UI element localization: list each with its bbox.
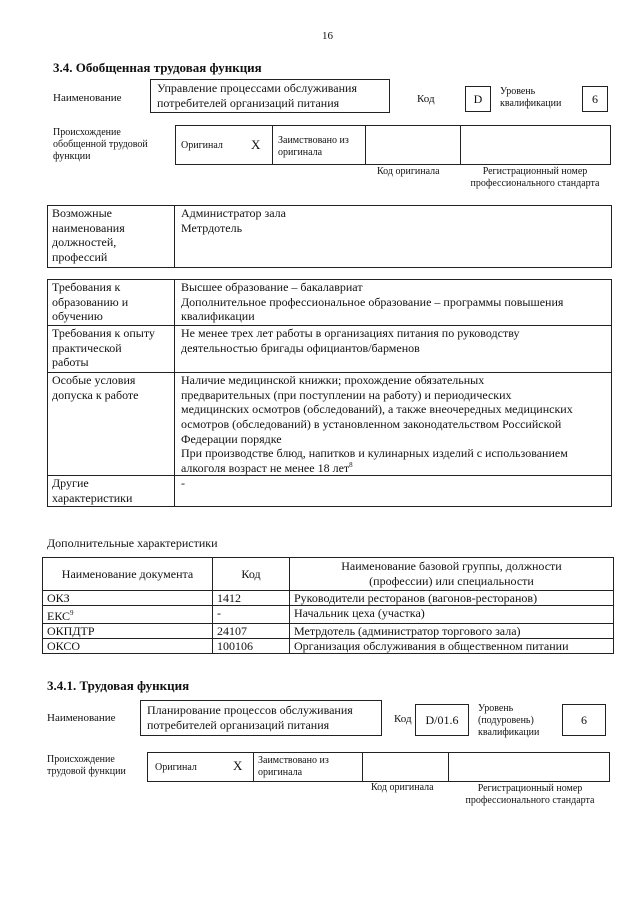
label-line: образованию и — [52, 294, 129, 309]
row-doc: ОКПДТР — [43, 624, 213, 639]
borrowed-label — [278, 135, 349, 159]
reg-number-line: Регистрационный номер — [482, 166, 588, 177]
borrowed-label — [258, 755, 329, 779]
origin-label-line: Происхождение — [47, 754, 115, 765]
name-value-line: Планирование процессов обслуживания — [147, 703, 353, 717]
education-value — [175, 280, 612, 326]
original-label: Оригинал — [181, 140, 223, 151]
other-label — [48, 476, 175, 506]
positions-table — [47, 205, 612, 268]
value-line: Наличие медицинской книжки; прохождение обязательных — [181, 373, 485, 387]
level-value: 6 — [582, 86, 608, 112]
level-label-line: Уровень — [500, 86, 536, 97]
additional-table — [42, 557, 614, 654]
label-line: характеристики — [52, 491, 133, 505]
requirements-table — [47, 279, 612, 507]
value-line: медицинских осмотров (обследований), а также внеочередных медицинских — [181, 402, 573, 417]
value-line: Высшее образование – бакалавриат — [181, 280, 363, 294]
original-mark: X — [251, 137, 261, 152]
origin-label — [53, 127, 148, 164]
value-line: осмотров (обследований) в установленном законодательством Российской — [181, 416, 562, 431]
label-line: практической — [52, 340, 122, 355]
level-label-line: квалификации — [478, 727, 540, 739]
code-value: D/01.6 — [415, 704, 469, 736]
value-line: Федерации порядке — [181, 431, 282, 446]
header-doc: Наименование документа — [43, 558, 213, 591]
positions-label-line: профессий — [52, 249, 108, 264]
row-doc-text: ЕКС — [47, 609, 71, 623]
row-code: - — [213, 606, 290, 624]
value-line: деятельностью бригады официантов/барменов — [181, 340, 420, 355]
header-code: Код — [213, 558, 290, 591]
origin-label — [47, 754, 126, 778]
positions-value-line: Метрдотель — [181, 220, 243, 235]
additional-title: Дополнительные характеристики — [47, 536, 218, 550]
education-label — [48, 280, 175, 326]
value-line: При производстве блюд, напитков и кулинарных изделий с использованием — [181, 446, 568, 461]
positions-value-line: Администратор зала — [181, 206, 286, 220]
origin-label-line: обобщенной трудовой — [53, 139, 148, 151]
other-value: - — [175, 476, 612, 506]
borrowed-line: Заимствовано из — [258, 755, 329, 766]
row-doc: ОКЗ — [43, 591, 213, 606]
row-code: 1412 — [213, 591, 290, 606]
footnote-mark: 9 — [70, 609, 74, 617]
page-number: 16 — [322, 30, 333, 42]
row-name: Метрдотель (администратор торгового зала) — [290, 624, 614, 639]
reg-number-line: профессионального стандарта — [465, 795, 595, 807]
level-label — [478, 703, 539, 740]
header-name — [290, 558, 614, 591]
original-mark: X — [233, 758, 243, 773]
code-value: D — [465, 86, 491, 112]
label-line: Требования к опыту — [52, 326, 155, 340]
row-name: Начальник цеха (участка) — [290, 606, 614, 624]
header-line: Наименование базовой группы, должности — [341, 559, 562, 573]
name-label: Наименование — [53, 92, 122, 104]
label-line: Другие — [52, 476, 89, 491]
value-line: предварительных (при поступлении на работу) и периодических — [181, 387, 512, 402]
code-label: Код — [417, 93, 435, 105]
origin-grid — [147, 752, 610, 782]
level-label-line: (подуровень) — [478, 715, 534, 727]
origin-label-line: функции — [53, 151, 91, 163]
label-line: Особые условия — [52, 373, 136, 387]
code-original-caption: Код оригинала — [371, 782, 434, 793]
name-value-box — [150, 79, 390, 113]
footnote-mark: 8 — [349, 460, 353, 469]
borrowed-line: оригинала — [258, 767, 303, 779]
row-doc: ОКСО — [43, 639, 213, 654]
reg-number-line: профессионального стандарта — [470, 178, 600, 190]
row-code: 100106 — [213, 639, 290, 654]
code-original-caption: Код оригинала — [377, 166, 440, 177]
origin-label-line: трудовой функции — [47, 766, 126, 778]
level-value: 6 — [562, 704, 606, 736]
level-label — [500, 86, 561, 110]
reg-number-caption — [462, 166, 608, 190]
label-line: допуска к работе — [52, 387, 139, 402]
level-label-line: Уровень — [478, 703, 514, 714]
label-line: Требования к — [52, 280, 121, 294]
original-label: Оригинал — [155, 762, 197, 773]
positions-label — [48, 206, 175, 268]
positions-value — [175, 206, 612, 268]
experience-label — [48, 326, 175, 373]
row-code: 24107 — [213, 624, 290, 639]
row-name: Руководители ресторанов (вагонов-ресторанов) — [290, 591, 614, 606]
code-label: Код — [394, 713, 412, 725]
name-value-line: потребителей организаций питания — [147, 717, 330, 732]
value-line: Дополнительное профессиональное образование – программы повышения — [181, 294, 564, 309]
experience-value — [175, 326, 612, 373]
section-title: 3.4. Обобщенная трудовая функция — [53, 60, 262, 75]
special-label — [48, 373, 175, 476]
positions-label-line: должностей, — [52, 235, 117, 250]
name-label: Наименование — [47, 712, 116, 724]
value-line: квалификации — [181, 309, 255, 324]
name-value-line: Управление процессами обслуживания — [157, 81, 357, 95]
header-line: (профессии) или специальности — [369, 574, 534, 588]
name-value-box — [140, 700, 382, 736]
value-line: Не менее трех лет работы в организациях питания по руководству — [181, 326, 520, 340]
row-doc — [43, 606, 213, 624]
subsection-title: 3.4.1. Трудовая функция — [47, 678, 190, 693]
borrowed-line: оригинала — [278, 147, 323, 159]
reg-number-line: Регистрационный номер — [477, 783, 583, 794]
special-value — [175, 373, 612, 476]
positions-label-line: Возможные — [52, 206, 112, 220]
value-line: алкоголя возраст не менее 18 лет — [181, 460, 350, 475]
origin-grid — [175, 125, 611, 165]
row-name: Организация обслуживания в общественном питании — [290, 639, 614, 654]
label-line: работы — [52, 355, 89, 370]
reg-number-caption — [450, 783, 610, 807]
level-label-line: квалификации — [500, 98, 562, 110]
borrowed-line: Заимствовано из — [278, 135, 349, 146]
origin-label-line: Происхождение — [53, 127, 121, 138]
label-line: обучению — [52, 309, 103, 324]
positions-label-line: наименования — [52, 220, 125, 235]
name-value-line: потребителей организаций питания — [157, 95, 340, 110]
